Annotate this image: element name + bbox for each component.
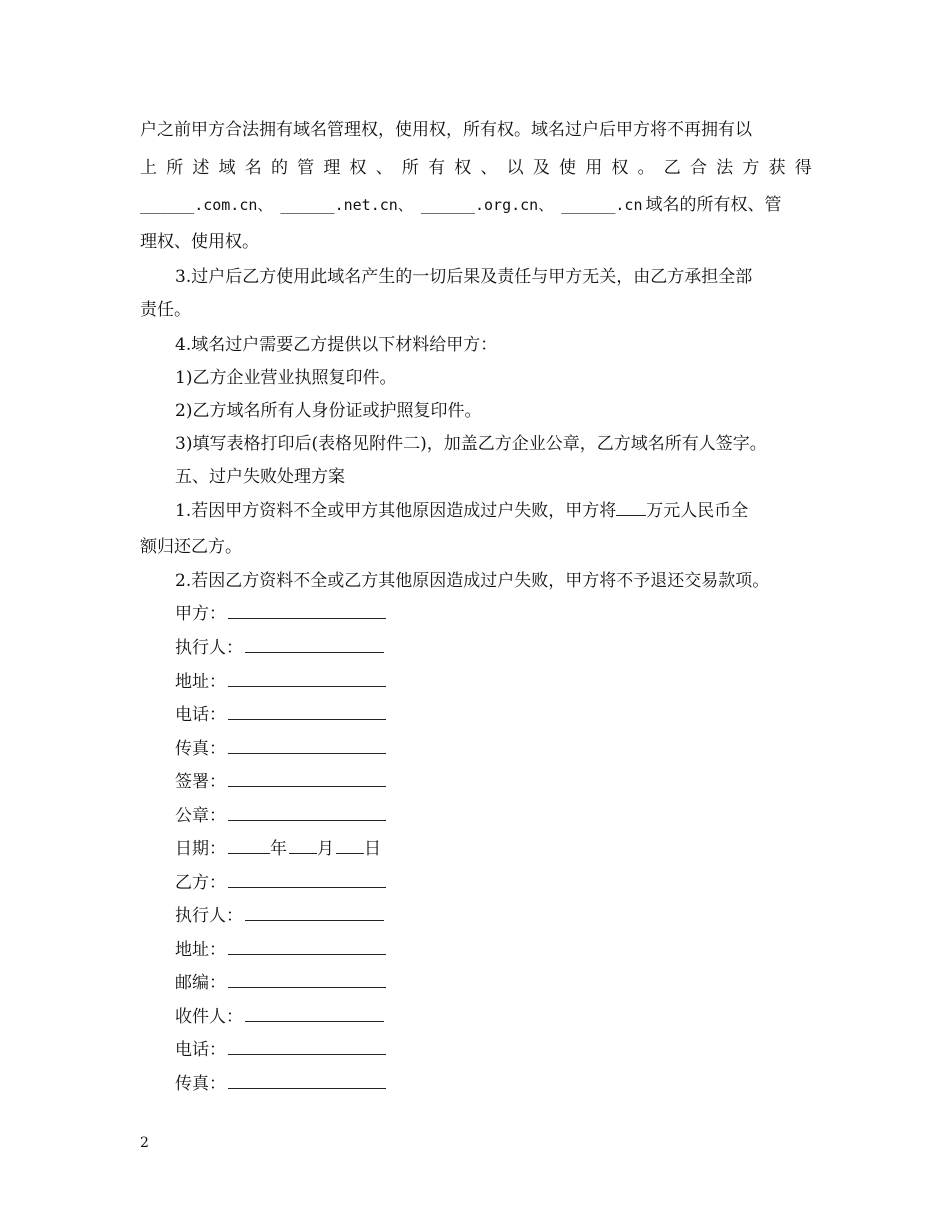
fill-blank bbox=[228, 770, 386, 787]
paragraph-text: 万元人民币全 bbox=[646, 501, 749, 521]
day-blank bbox=[336, 837, 364, 854]
year-blank bbox=[228, 837, 270, 854]
justified-char: 及 bbox=[532, 158, 550, 178]
domain-blank: ______ bbox=[420, 196, 475, 214]
domain-list-line bbox=[140, 193, 782, 217]
party-a-name-field bbox=[175, 602, 386, 626]
justified-char: 合 bbox=[689, 158, 707, 178]
paragraph-line: 额归还乙方。 bbox=[140, 537, 242, 557]
year-label: 年 bbox=[270, 839, 287, 859]
domain-blank: ______ bbox=[140, 196, 195, 214]
fill-blank bbox=[228, 804, 386, 821]
party-b-fax-field bbox=[175, 1072, 386, 1096]
party-b-recipient-field bbox=[175, 1005, 384, 1029]
field-label: 执行人： bbox=[175, 638, 243, 658]
party-b-address-field bbox=[175, 938, 386, 962]
justified-char: 获 bbox=[768, 158, 786, 178]
field-label: 收件人： bbox=[175, 1007, 243, 1027]
clause-1 bbox=[175, 499, 748, 523]
list-item: 1)乙方企业营业执照复印件。 bbox=[175, 368, 397, 388]
party-a-date-field bbox=[175, 837, 381, 861]
field-label: 传真： bbox=[175, 1074, 226, 1094]
field-label: 签署： bbox=[175, 772, 226, 792]
party-a-address-field bbox=[175, 670, 386, 694]
justified-char: 有 bbox=[428, 158, 446, 178]
party-b-phone-field bbox=[175, 1038, 386, 1062]
field-label: 地址： bbox=[175, 940, 226, 960]
domain-suffix: .net.cn、 bbox=[334, 196, 413, 214]
domain-blank: ______ bbox=[280, 196, 335, 214]
field-label: 公章： bbox=[175, 806, 226, 826]
party-b-executor-field bbox=[175, 904, 384, 928]
list-item: 2)乙方域名所有人身份证或护照复印件。 bbox=[175, 401, 482, 421]
justified-char: 方 bbox=[742, 158, 760, 178]
justified-char: 上 bbox=[140, 158, 157, 178]
party-b-postcode-field bbox=[175, 971, 386, 995]
page-number: 2 bbox=[140, 1135, 149, 1151]
justified-char: 。 bbox=[637, 158, 655, 178]
domain-suffix: .org.cn、 bbox=[475, 196, 554, 214]
fill-blank bbox=[228, 938, 386, 955]
month-blank bbox=[289, 837, 317, 854]
fill-blank bbox=[228, 971, 386, 988]
party-a-seal-field bbox=[175, 804, 386, 828]
justified-char: 法 bbox=[716, 158, 734, 178]
domain-blank: ______ bbox=[561, 196, 616, 214]
section-heading: 五、过户失败处理方案 bbox=[175, 467, 345, 487]
field-label: 邮编： bbox=[175, 973, 226, 993]
field-label: 甲方： bbox=[175, 604, 226, 624]
justified-char: 权 bbox=[454, 158, 472, 178]
fill-blank bbox=[228, 670, 386, 687]
field-label: 传真： bbox=[175, 739, 226, 759]
paragraph-line: 责任。 bbox=[140, 300, 191, 320]
party-a-executor-field bbox=[175, 636, 384, 660]
domain-suffix: .com.cn、 bbox=[194, 196, 273, 214]
paragraph-line: 理权、使用权。 bbox=[140, 232, 259, 252]
justified-char: 权 bbox=[611, 158, 629, 178]
justified-char: 用 bbox=[585, 158, 603, 178]
justified-char: 使 bbox=[559, 158, 576, 178]
clause-4: 4.域名过户需要乙方提供以下材料给甲方： bbox=[175, 335, 498, 355]
paragraph-line: 户之前甲方合法拥有域名管理权，使用权，所有权。域名过户后甲方将不再拥有以 bbox=[140, 120, 752, 140]
fill-blank bbox=[228, 1038, 386, 1055]
paragraph-text: 1.若因甲方资料不全或甲方其他原因造成过户失败，甲方将 bbox=[175, 501, 617, 521]
clause-2: 2.若因乙方资料不全或乙方其他原因造成过户失败，甲方将不予退还交易款项。 bbox=[175, 571, 770, 591]
justified-char: 、 bbox=[480, 158, 498, 178]
party-a-fax-field bbox=[175, 737, 386, 761]
field-label: 乙方： bbox=[175, 873, 226, 893]
justified-char: 权 bbox=[349, 158, 367, 178]
field-label: 地址： bbox=[175, 672, 226, 692]
domain-suffix: .cn bbox=[615, 196, 643, 214]
justified-char: 域 bbox=[218, 158, 236, 178]
day-label: 日 bbox=[364, 839, 381, 859]
party-a-signature-field bbox=[175, 770, 386, 794]
justified-char: 名 bbox=[244, 158, 262, 178]
fill-blank bbox=[228, 602, 386, 619]
fill-blank bbox=[228, 871, 386, 888]
justified-char: 乙 bbox=[663, 158, 681, 178]
party-a-phone-field bbox=[175, 703, 386, 727]
justified-char: 所 bbox=[166, 158, 184, 178]
fill-blank bbox=[228, 737, 386, 754]
field-label: 电话： bbox=[175, 705, 226, 725]
field-label: 电话： bbox=[175, 1040, 226, 1060]
justified-char: 、 bbox=[375, 158, 393, 178]
fill-blank bbox=[228, 1072, 386, 1089]
paragraph-line-justified bbox=[140, 156, 812, 180]
fill-blank bbox=[245, 636, 384, 653]
paragraph-text: 域名的所有权、管 bbox=[645, 195, 782, 215]
month-label: 月 bbox=[317, 839, 334, 859]
justified-char: 以 bbox=[506, 158, 524, 178]
fill-blank bbox=[228, 703, 386, 720]
field-label: 执行人： bbox=[175, 906, 243, 926]
justified-char: 理 bbox=[323, 158, 341, 178]
justified-char: 管 bbox=[297, 158, 315, 178]
fill-blank bbox=[245, 1005, 384, 1022]
justified-char: 的 bbox=[270, 158, 288, 178]
list-item: 3)填写表格打印后(表格见附件二)，加盖乙方企业公章，乙方域名所有人签字。 bbox=[175, 434, 767, 454]
clause-3: 3.过户后乙方使用此域名产生的一切后果及责任与甲方无关，由乙方承担全部 bbox=[175, 267, 753, 287]
fill-blank bbox=[245, 904, 384, 921]
party-b-name-field bbox=[175, 871, 386, 895]
amount-blank bbox=[616, 499, 646, 516]
justified-char: 述 bbox=[192, 158, 210, 178]
field-label: 日期： bbox=[175, 839, 226, 859]
justified-char: 得 bbox=[794, 158, 812, 178]
justified-char: 所 bbox=[401, 158, 419, 178]
